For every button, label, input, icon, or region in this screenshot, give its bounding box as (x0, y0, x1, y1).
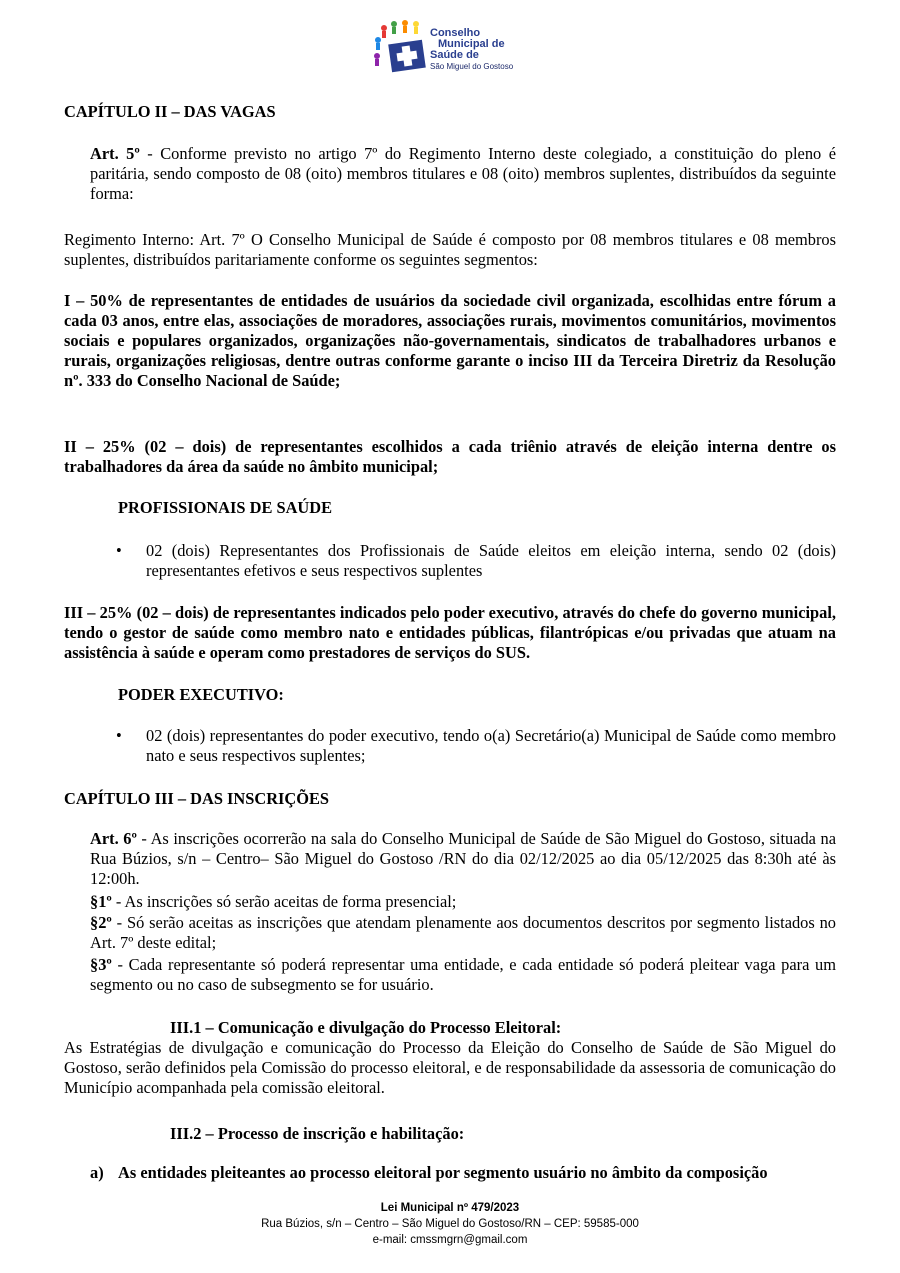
item-a (90, 1163, 836, 1183)
art-6-label: Art. 6º (90, 829, 137, 848)
footer-law: Lei Municipal nº 479/2023 (380, 1202, 520, 1214)
paragraph-2 (90, 913, 836, 953)
art-6-paragraph (90, 829, 836, 889)
art-6-text: - As inscrições ocorrerão na sala do Conselho Municipal de Saúde de São Miguel do Gostoso, situada na Rua Búzios, s/n – Centro– São Miguel do Gostoso /RN do dia 02/12/2025 ao dia 05/12/2025 das 8:30h até às 12:00h. (90, 829, 836, 888)
bullet-dot: • (116, 541, 122, 560)
logo-line-3: Saúde de (430, 49, 479, 61)
profissionais-bullet-text: 02 (dois) Representantes dos Profissionais de Saúde eleitos em eleição interna, sendo 02 (dois) representantes efetivos e seus respectivos suplentes (146, 541, 836, 580)
art-5-label: Art. 5º (90, 144, 140, 163)
section-3-1-title: III.1 – Comunicação e divulgação do Processo Eleitoral: (170, 1018, 562, 1037)
page-footer (0, 1200, 900, 1248)
paragraph-2-label: §2º (90, 913, 112, 932)
paragraph-1-text: - As inscrições só serão aceitas de forma presencial; (111, 892, 457, 911)
logo-line-1: Conselho (430, 27, 481, 39)
footer-address: Rua Búzios, s/n – Centro – São Miguel do Gostoso/RN – CEP: 59585-000 (261, 1218, 639, 1230)
footer-email: e-mail: cmssmgrn@gmail.com (372, 1234, 528, 1246)
profissionais-bullet (116, 541, 836, 581)
chapter-2-title: CAPÍTULO II – DAS VAGAS (64, 102, 276, 121)
bullet-dot: • (116, 726, 122, 745)
item-a-text: As entidades pleiteantes ao processo eleitoral por segmento usuário no âmbito da composição (118, 1163, 768, 1182)
executivo-bullet-text: 02 (dois) representantes do poder executivo, tendo o(a) Secretário(a) Municipal de Saúde como membro nato e seus respectivos suplentes; (146, 726, 836, 765)
logo-line-4: São Miguel do Gostoso (430, 62, 514, 71)
paragraph-1-label: §1º (90, 892, 112, 911)
logo-text (430, 28, 513, 72)
logo-line-2: Municipal de (438, 38, 505, 50)
regimento-paragraph: Regimento Interno: Art. 7º O Conselho Municipal de Saúde é composto por 08 membros titulares e 08 membros suplentes, distribuídos paritariamente conforme os seguintes segmentos: (64, 230, 836, 269)
paragraph-1 (90, 892, 836, 912)
paragraph-2-text: - Só serão aceitas as inscrições que atendam plenamente aos documentos descritos por segmento listados no Art. 7º deste edital; (90, 913, 836, 952)
section-3-1-text: As Estratégias de divulgação e comunicação do Processo da Eleição do Conselho de Saúde de São Miguel do Gostoso, serão definidos pela Comissão do processo eleitoral, e de responsabilidade da assessoria de comunicação do Município acompanhada pela comissão eleitoral. (64, 1038, 836, 1097)
paragraph-3-label: §3º (90, 955, 112, 974)
executivo-bullet (116, 726, 836, 766)
item-2-paragraph: II – 25% (02 – dois) de representantes escolhidos a cada triênio através de eleição interna dentre os trabalhadores da área da saúde no âmbito municipal; (64, 437, 836, 476)
item-3-paragraph: III – 25% (02 – dois) de representantes indicados pelo poder executivo, através do chefe do governo municipal, tendo o gestor de saúde como membro nato e entidades públicas, filantrópicas e/ou privadas que atuam na assistência à saúde e operam como prestadores de serviços do SUS. (64, 603, 836, 662)
chapter-3-title: CAPÍTULO III – DAS INSCRIÇÕES (64, 789, 330, 808)
council-emblem-icon (372, 18, 432, 80)
profissionais-heading: PROFISSIONAIS DE SAÚDE (118, 498, 333, 517)
council-logo (372, 18, 537, 80)
item-1-paragraph: I – 50% de representantes de entidades de usuários da sociedade civil organizada, escolhidas entre fórum a cada 03 anos, entre elas, associações de moradores, associações rurais, movimentos comunitários, movimentos sociais e populares organizados, organizações não-governamentais, sindicatos de trabalhadores urbanos e rurais, organizações religiosas, dentre outras conforme garante o inciso III da Terceira Diretriz da Resolução nº. 333 do Conselho Nacional de Saúde; (64, 291, 836, 390)
paragraph-3 (90, 955, 836, 995)
section-3-2-title: III.2 – Processo de inscrição e habilitação: (170, 1124, 465, 1143)
item-a-label: a) (90, 1163, 104, 1182)
executivo-heading: PODER EXECUTIVO: (118, 685, 284, 704)
art-5-text: - Conforme previsto no artigo 7º do Regimento Interno deste colegiado, a constituição do pleno é paritária, sendo composto de 08 (oito) membros titulares e 08 (oito) membros suplentes, distribuídos da seguinte forma: (90, 144, 836, 203)
paragraph-3-text: - Cada representante só poderá representar uma entidade, e cada entidade só poderá pleitear vaga para um segmento ou no caso de subsegmento se for usuário. (90, 955, 836, 994)
art-5-paragraph (90, 144, 836, 204)
